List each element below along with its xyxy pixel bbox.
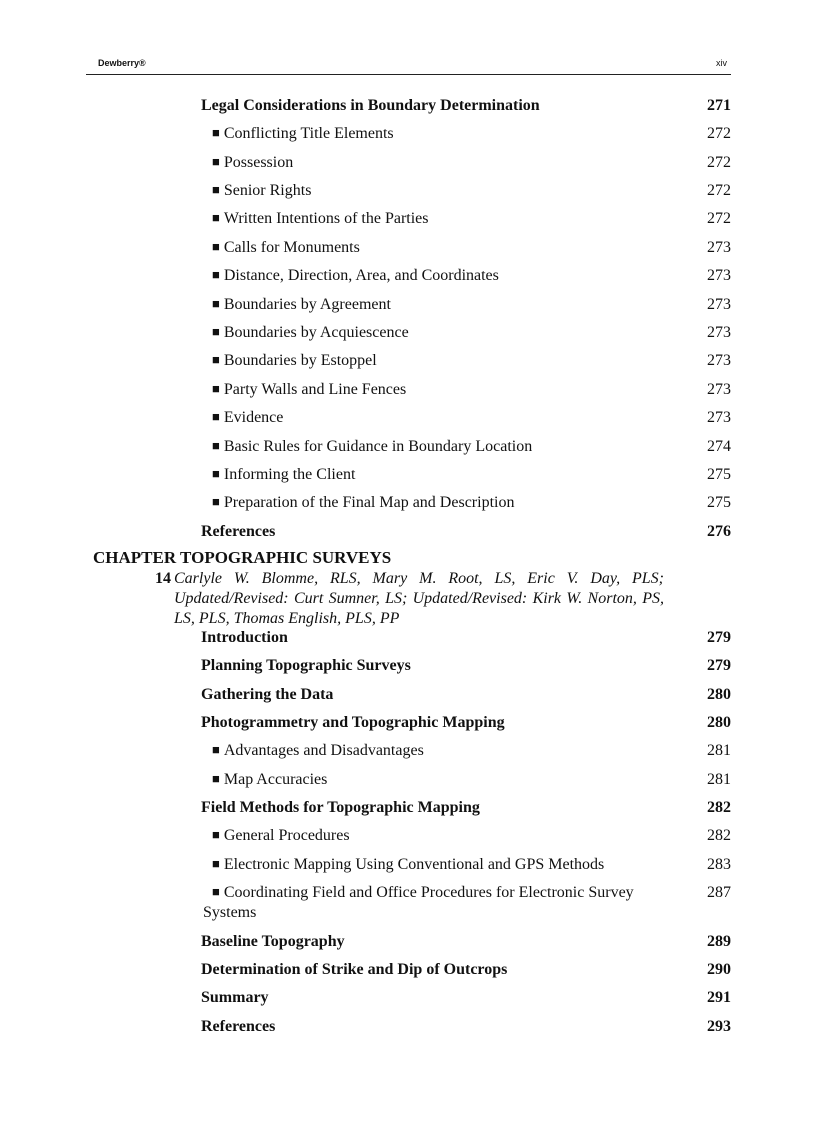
square-bullet-icon: ■ (212, 771, 220, 786)
chapter-number: 14 (155, 570, 171, 587)
square-bullet-icon: ■ (212, 856, 220, 871)
square-bullet-icon: ■ (212, 409, 220, 424)
publisher-brand: Dewberry® (98, 58, 146, 68)
page-number: xiv (716, 58, 727, 68)
square-bullet-icon: ■ (212, 494, 220, 509)
square-bullet-icon: ■ (212, 239, 220, 254)
square-bullet-icon: ■ (212, 324, 220, 339)
authors-line: Carlyle W. Blomme, RLS, Mary M. Root, LS, Eric V. Day, PLS; (174, 570, 664, 587)
square-bullet-icon: ■ (212, 827, 220, 842)
square-bullet-icon: ■ (212, 125, 220, 140)
square-bullet-icon: ■ (212, 884, 220, 899)
square-bullet-icon: ■ (212, 352, 220, 367)
square-bullet-icon: ■ (212, 154, 220, 169)
page-header (86, 54, 731, 75)
square-bullet-icon: ■ (212, 466, 220, 481)
square-bullet-icon: ■ (212, 381, 220, 396)
chapter-authors (174, 569, 664, 629)
authors-line: Updated/Revised: Curt Sumner, LS; Updated/Revised: Kirk W. Norton, PS, (174, 590, 664, 607)
square-bullet-icon: ■ (212, 296, 220, 311)
chapter-title[interactable]: CHAPTER TOPOGRAPHIC SURVEYS (93, 548, 392, 567)
square-bullet-icon: ■ (212, 210, 220, 225)
square-bullet-icon: ■ (212, 438, 220, 453)
square-bullet-icon: ■ (212, 742, 220, 757)
square-bullet-icon: ■ (212, 267, 220, 282)
authors-line: LS, PLS, Thomas English, PLS, PP (174, 610, 400, 627)
square-bullet-icon: ■ (212, 182, 220, 197)
